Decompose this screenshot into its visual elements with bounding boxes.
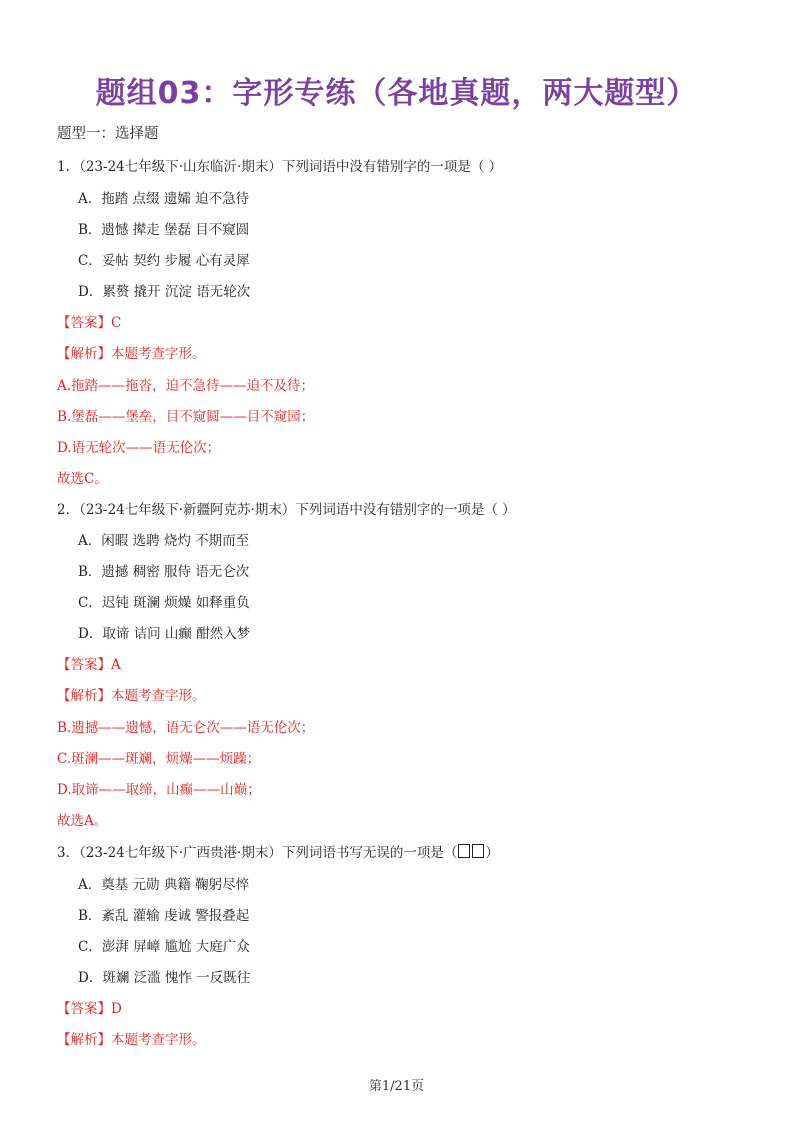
option-a: A．奠基 元勋 典籍 鞠躬尽悴 <box>78 877 250 893</box>
question-stem: 1．（23-24七年级下·山东临沂·期末）下列词语中没有错别字的一项是（ ） <box>57 159 503 175</box>
answer-blank-box <box>472 844 484 858</box>
answer-blank-box <box>458 844 470 858</box>
page-title: 题组03：字形专练（各地真题，两大题型） <box>95 76 698 111</box>
option-d: D．累赘 撬开 沉淀 语无轮次 <box>78 284 251 300</box>
answer-line <box>57 313 121 333</box>
option-b: B．遗憾 撵走 堡磊 目不窥圆 <box>78 222 250 238</box>
option-d: D．取谛 诘问 山癫 酣然入梦 <box>78 626 251 642</box>
answer-label: 【答案】 <box>57 315 111 331</box>
question-stem-text: 3．（23-24七年级下·广西贵港·期末）下列词语书写无误的一项是（ <box>57 845 458 861</box>
answer-label: 【答案】 <box>57 657 111 673</box>
analysis-line <box>57 1030 206 1050</box>
analysis-label: 【解析】 <box>57 346 111 362</box>
analysis-text: 本题考查字形。 <box>111 688 206 704</box>
analysis-conclusion: 故选C。 <box>57 471 108 487</box>
answer-label: 【答案】 <box>57 1001 111 1017</box>
option-a: A．拖踏 点缀 遗孀 迫不急待 <box>78 191 250 207</box>
analysis-note: D.取谛——取缔，山癫——山巅； <box>57 782 261 798</box>
question-stem: 2．（23-24七年级下·新疆阿克苏·期末）下列词语中没有错别字的一项是（ ） <box>57 502 516 518</box>
analysis-text: 本题考查字形。 <box>111 1032 206 1048</box>
answer-value: D <box>111 1001 122 1017</box>
answer-value: C <box>111 315 122 331</box>
analysis-text: 本题考查字形。 <box>111 346 206 362</box>
answer-value: A <box>111 657 121 673</box>
option-b: B．紊乱 灌输 虔诚 警报叠起 <box>78 908 250 924</box>
option-c: C．妥帖 契约 步履 心有灵犀 <box>78 253 250 269</box>
analysis-note: B.遗撼——遗憾，语无仑次——语无伦次； <box>57 720 315 736</box>
analysis-label: 【解析】 <box>57 688 111 704</box>
option-a: A．闲暇 选聘 烧灼 不期而至 <box>78 533 250 549</box>
analysis-label: 【解析】 <box>57 1032 111 1048</box>
answer-line <box>57 655 121 675</box>
option-b: B．遗撼 稠密 服侍 语无仑次 <box>78 564 250 580</box>
option-c: C．澎湃 屏嶂 尴尬 大庭广众 <box>78 939 250 955</box>
analysis-line <box>57 344 206 364</box>
analysis-conclusion: 故选A。 <box>57 813 108 829</box>
page-number: 第1/21页 <box>368 1079 425 1094</box>
analysis-note: A.拖踏——拖沓，迫不急待——迫不及待； <box>57 378 315 394</box>
question-stem <box>57 843 499 863</box>
question-stem-end: ） <box>485 845 499 861</box>
analysis-line <box>57 686 206 706</box>
answer-line <box>57 999 122 1019</box>
section-heading: 题型一：选择题 <box>57 126 159 142</box>
option-d: D．斑斓 泛滥 愧怍 一反既往 <box>78 970 251 986</box>
analysis-note: D.语无轮次——语无伦次； <box>57 440 221 456</box>
analysis-note: B.堡磊——堡垒，目不窥圆——目不窥园； <box>57 409 315 425</box>
analysis-note: C.斑澜——斑斓，烦燥——烦躁； <box>57 751 261 767</box>
option-c: C．迟钝 斑澜 烦燥 如释重负 <box>78 595 250 611</box>
